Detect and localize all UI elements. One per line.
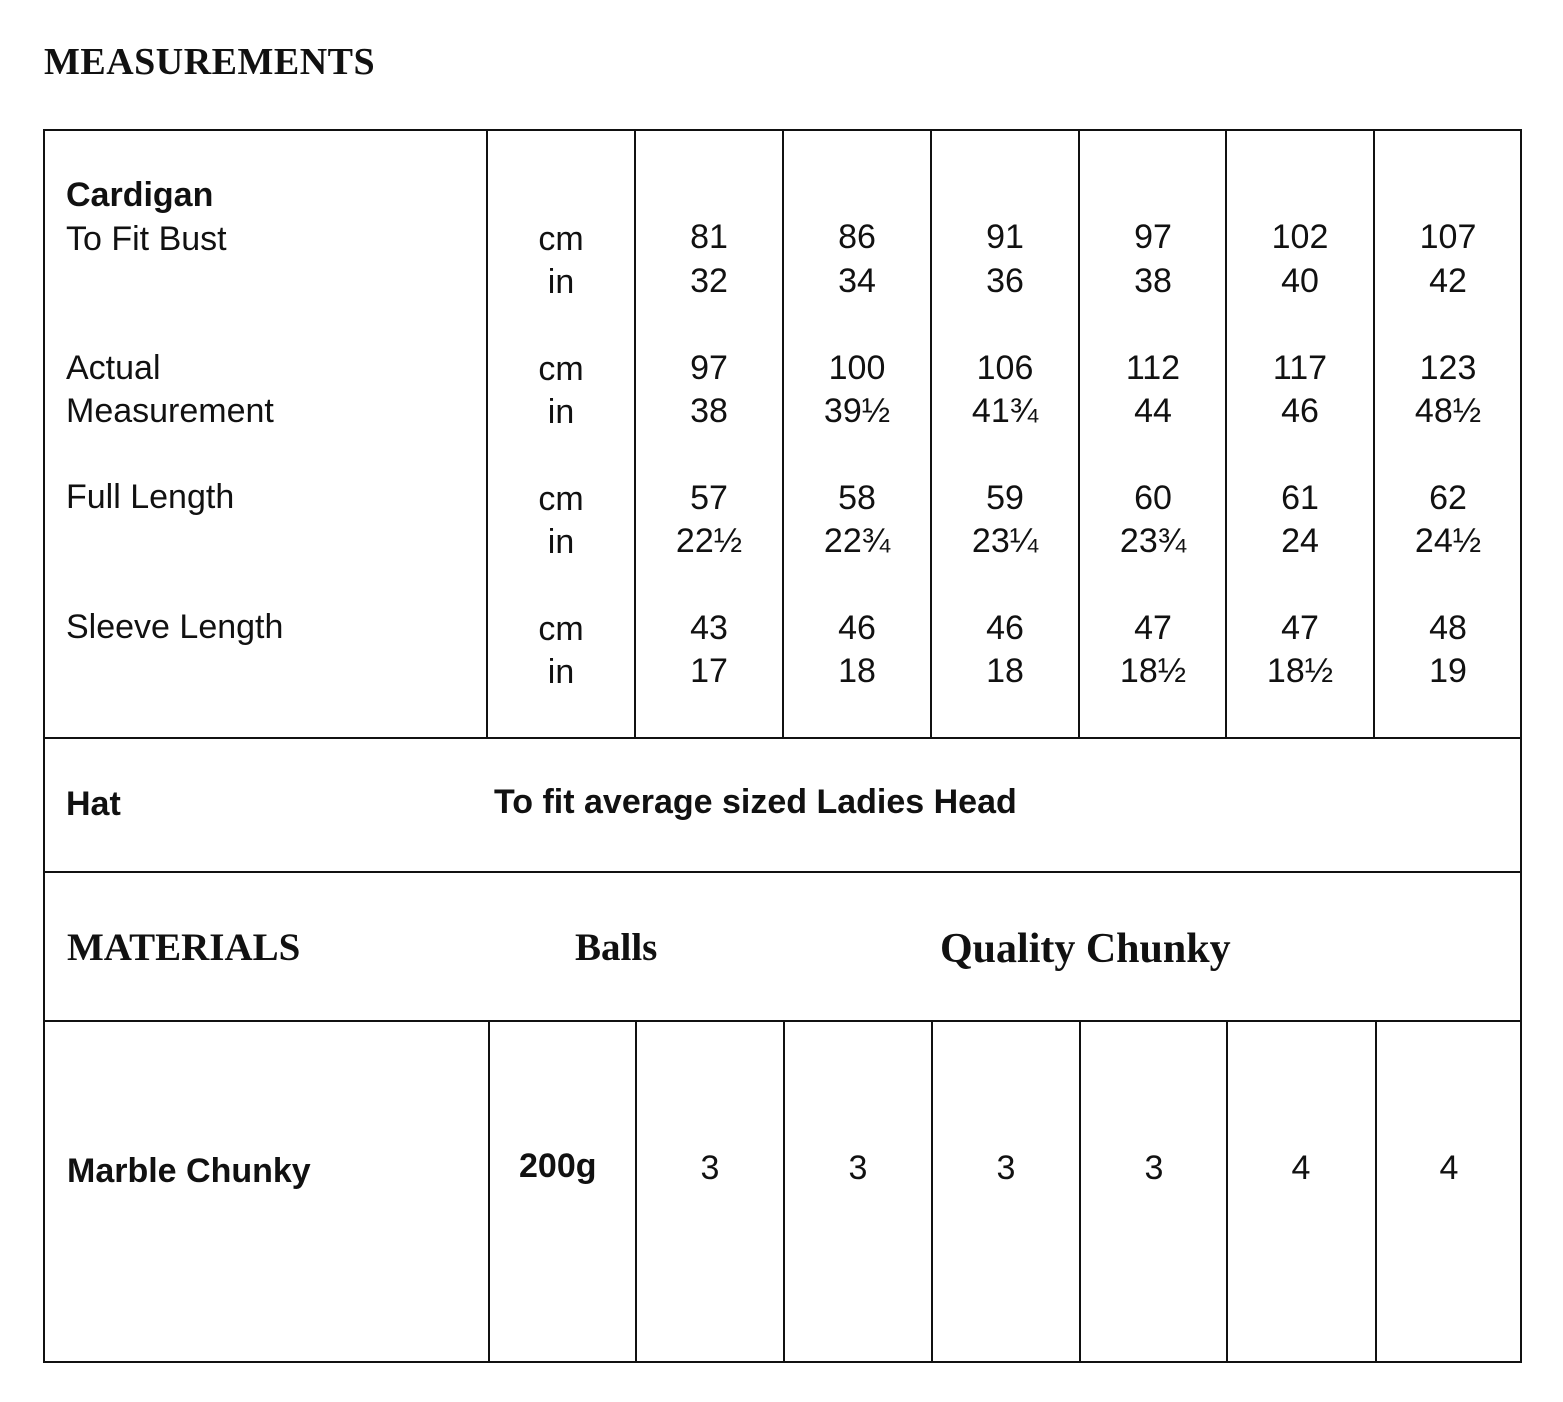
balls-label: Balls: [575, 926, 658, 969]
value-cell: 57: [690, 479, 728, 517]
value-cell: 112: [1125, 349, 1181, 387]
row-label-sleeve-length: Sleeve Length: [66, 608, 284, 646]
value-cell: 39½: [823, 392, 891, 430]
quality-label: Quality Chunky: [940, 926, 1231, 972]
value-cell: 47: [1134, 609, 1172, 647]
value-cell: 23¾: [1119, 522, 1187, 560]
row-label-to-fit-bust: To Fit Bust: [66, 220, 227, 258]
page-title: MEASUREMENTS: [44, 41, 376, 83]
yarn-weight: 200g: [519, 1147, 597, 1185]
value-cell: 107: [1419, 218, 1477, 256]
hat-fit-text: To fit average sized Ladies Head: [494, 783, 1017, 821]
value-cell: 102: [1271, 218, 1329, 256]
value-cell: 106: [976, 349, 1034, 387]
value-cell: 36: [986, 262, 1024, 300]
value-cell: 42: [1429, 262, 1467, 300]
value-cell: 46: [838, 609, 876, 647]
value-cell: 22½: [675, 522, 743, 560]
yarn-name: Marble Chunky: [67, 1152, 311, 1190]
value-cell: 38: [690, 392, 728, 430]
ball-count: 4: [1439, 1149, 1459, 1187]
column-divider: [783, 1020, 785, 1363]
value-cell: 18½: [1266, 652, 1334, 690]
row-label-measurement: Measurement: [66, 392, 274, 430]
value-cell: 19: [1429, 652, 1467, 690]
value-cell: 86: [838, 218, 876, 256]
value-cell: 43: [690, 609, 728, 647]
value-cell: 97: [690, 349, 728, 387]
value-cell: 97: [1134, 218, 1172, 256]
value-cell: 91: [986, 218, 1024, 256]
value-cell: 44: [1134, 392, 1172, 430]
ball-count: 3: [700, 1149, 720, 1187]
value-cell: 123: [1419, 349, 1477, 387]
value-cell: 23¼: [971, 522, 1039, 560]
value-cell: 40: [1281, 262, 1319, 300]
unit-cm: cm: [538, 480, 584, 518]
column-divider: [1375, 1020, 1377, 1363]
row-label-full-length: Full Length: [66, 478, 235, 516]
value-cell: 60: [1134, 479, 1172, 517]
column-divider: [1079, 1020, 1081, 1363]
value-cell: 24½: [1414, 522, 1482, 560]
value-cell: 46: [1281, 392, 1319, 430]
ball-count: 3: [996, 1149, 1016, 1187]
value-cell: 18: [838, 652, 876, 690]
column-divider: [1226, 1020, 1228, 1363]
value-cell: 18: [986, 652, 1024, 690]
value-cell: 17: [690, 652, 728, 690]
value-cell: 22¾: [823, 522, 891, 560]
ball-count: 4: [1291, 1149, 1311, 1187]
column-divider: [488, 1020, 490, 1363]
column-divider: [931, 1020, 933, 1363]
unit-cm: cm: [538, 350, 584, 388]
value-cell: 81: [690, 218, 728, 256]
garment-title: Cardigan: [66, 176, 214, 214]
value-cell: 58: [838, 479, 876, 517]
value-cell: 100: [828, 349, 886, 387]
value-cell: 48½: [1414, 392, 1482, 430]
unit-in: in: [547, 393, 575, 431]
column-divider: [635, 1020, 637, 1363]
ball-count: 3: [1144, 1149, 1164, 1187]
ball-count: 3: [848, 1149, 868, 1187]
value-cell: 38: [1134, 262, 1172, 300]
value-cell: 47: [1281, 609, 1319, 647]
unit-cm: cm: [538, 220, 584, 258]
hat-label: Hat: [66, 785, 121, 823]
value-cell: 117: [1272, 349, 1328, 387]
unit-in: in: [547, 263, 575, 301]
value-cell: 24: [1281, 522, 1319, 560]
value-cell: 48: [1429, 609, 1467, 647]
value-cell: 59: [986, 479, 1024, 517]
value-cell: 34: [838, 262, 876, 300]
divider-materials-top: [43, 871, 1522, 873]
materials-heading: MATERIALS: [67, 926, 301, 969]
value-cell: 41¾: [971, 392, 1039, 430]
row-label-actual: Actual: [66, 349, 161, 387]
value-cell: 61: [1281, 479, 1319, 517]
value-cell: 62: [1429, 479, 1467, 517]
unit-cm: cm: [538, 610, 584, 648]
unit-in: in: [547, 523, 575, 561]
unit-in: in: [547, 653, 575, 691]
value-cell: 46: [986, 609, 1024, 647]
value-cell: 32: [690, 262, 728, 300]
value-cell: 18½: [1119, 652, 1187, 690]
